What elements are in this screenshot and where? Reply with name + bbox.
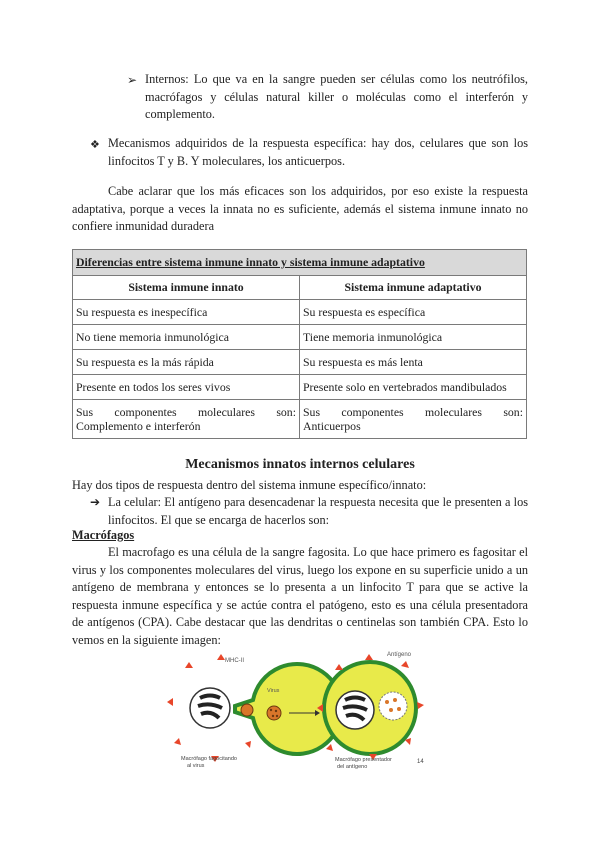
caption-left-line1: Macrófago fagocitando	[181, 756, 237, 762]
comparison-table	[72, 249, 527, 439]
bullet-internos: Internos: Lo que va en la sangre pueden ser células como los neutrófilos, macrófagos y células natural killer o moléculas como el interferón y complemento.	[145, 72, 528, 121]
arrow-right-icon: ➔	[90, 495, 101, 509]
table-cell: No tiene memoria inmunológica	[73, 325, 300, 350]
table-cell: Su respuesta es específica	[300, 300, 527, 325]
diamond-bullet-icon: ❖	[90, 139, 100, 151]
bullet-adquiridos: Mecanismos adquiridos de la respuesta específica: hay dos, celulares que son los linfocitos T y B. Y moleculares, los anticuerpos.	[108, 136, 528, 168]
caption-left-line2: al virus	[187, 763, 205, 769]
table-row	[73, 300, 527, 325]
label-mhc: MHC-II	[225, 658, 244, 664]
table-cell: Sus componentes moleculares son: Anticuerpos	[300, 400, 527, 439]
paragraph-aclaracion: Cabe aclarar que los más eficaces son los adquiridos, por eso existe la respuesta adaptativa, porque a veces la innata no es suficiente, además el sistema inmune innato no confiere inmunidad duradera	[72, 184, 528, 233]
macrophage-left-icon	[167, 654, 342, 762]
paragraph-tipos: Hay dos tipos de respuesta dentro del sistema inmune específico/innato:	[72, 478, 427, 492]
table-cell: Su respuesta es más lenta	[300, 350, 527, 375]
table-row	[73, 325, 527, 350]
subheading-macrofagos: Macrófagos	[72, 528, 135, 542]
table-row	[73, 350, 527, 375]
paragraph-macrofago: El macrofago es una célula de la sangre fagosita. Lo que hace primero es fagositar el virus y los componentes moleculares del virus, luego los expone en su superficie unido a un antígeno de membrana y entonces se lo presenta a un linfocito T para que se active la respuesta inmune específica y se actúe contra el patógeno, esto es una célula presentadora de antígenos (CPA). Cabe destacar que las dendritas o centinelas son también CPA. Esto lo vemos en la siguiente imagen:	[72, 545, 528, 647]
label-antigen: Antígeno	[387, 652, 412, 658]
bullet-celular: La celular: El antígeno para desencadenar la respuesta necesita que le presenten a los linfocitos. El que se encarga de hacerlos son:	[108, 495, 528, 527]
macrophage-right-icon	[317, 654, 424, 760]
table-cell: Su respuesta es la más rápida	[73, 350, 300, 375]
caption-right-line1: Macrófago presentador	[335, 757, 392, 763]
table-cell: Sus componentes moleculares son: Complemento e interferón	[73, 400, 300, 439]
table-header-adaptativo: Sistema inmune adaptativo	[300, 276, 527, 300]
macrophage-figure	[165, 648, 450, 773]
table-cell: Su respuesta es inespecífica	[73, 300, 300, 325]
figure-page-number: 14	[417, 759, 424, 765]
section-title: Mecanismos innatos internos celulares	[185, 457, 415, 472]
arrow-bullet-icon: ➢	[127, 73, 138, 87]
table-header-innato: Sistema inmune innato	[73, 276, 300, 300]
virus-icon	[267, 706, 281, 720]
label-virus: Virus	[267, 688, 280, 694]
table-cell: Presente en todos los seres vivos	[73, 375, 300, 400]
table-caption: Diferencias entre sistema inmune innato y sistema inmune adaptativo	[73, 250, 527, 276]
caption-right-line2: del antígeno	[337, 764, 368, 770]
table-row	[73, 400, 527, 439]
table-row	[73, 375, 527, 400]
table-cell: Presente solo en vertebrados mandibulados	[300, 375, 527, 400]
table-cell: Tiene memoria inmunológica	[300, 325, 527, 350]
